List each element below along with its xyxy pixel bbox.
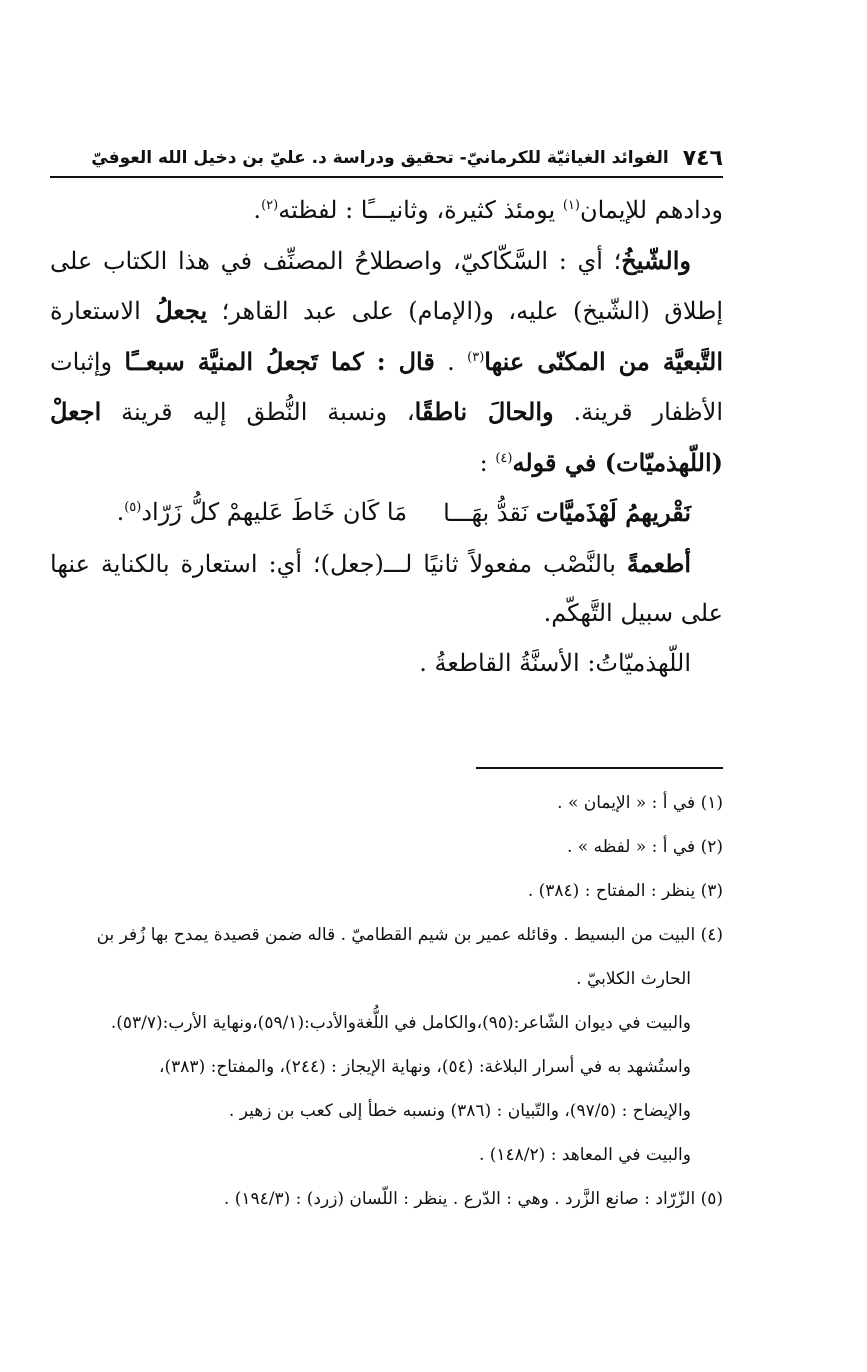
bold-term: والحالَ ناطقًا [414, 397, 554, 426]
text-span: مَا كَان خَاطَ عَليهمْ كلُّ زَرّاد [141, 498, 408, 526]
footnote-ref: (٤) [495, 450, 513, 466]
bold-term: قال : كما تَجعلُ المنيَّة سبعــًا [124, 346, 435, 376]
footnote-4-continued: واستُشهد به في أسرار البلاغة: (٥٤)، ونهاية الإيجاز : (٢٤٤)، والمفتاح: (٣٨٣)، [159, 1057, 691, 1077]
text-span: . [253, 196, 262, 224]
footnote-5: (٥) الزّرّاد : صانع الزَّرد . وهي : الدّرع . ينظر : اللّسان (زرد) : (١٩٤/٣) . [223, 1189, 723, 1209]
text-span: يومئذ كثيرة، وثانيـــًا : لفظته [278, 196, 563, 224]
footnote-4-continued: والإيضاح : (٩٧/٥)، والتّبيان : (٣٨٦) ونسبه خطأ إلى كعب بن زهير . [228, 1101, 691, 1121]
verse-first-hemistich [443, 488, 691, 539]
footnote-ref: (٢) [261, 198, 279, 213]
text-span: وإثبات الأظفار قرينة. [50, 347, 724, 426]
footnote-4: (٤) البيت من البسيط . وقائله عمير بن شيم القطاميّ . قاله ضمن قصيدة يمدح بها زُفر بن [96, 925, 723, 945]
text-span: الاستعارة [50, 297, 156, 325]
verse-second-hemistich [117, 488, 407, 539]
footnote-1: (١) في أ : « الإيمان » . [557, 793, 723, 813]
footnote-ref: (٥) [124, 500, 142, 515]
running-title: الفوائد الغياثيّة للكرمانيّ- تحقيق ودراسة د. عليّ بن دخيل الله العوفيّ [91, 148, 669, 168]
paragraph-4 [50, 639, 723, 689]
footnote-ref: (٣) [467, 349, 485, 365]
text-span: : [479, 448, 496, 477]
paragraph-3 [50, 539, 723, 639]
footnote-4-continued: والبيت في المعاهد : (١٤٨/٢) . [478, 1145, 691, 1165]
text-span: . [116, 498, 125, 526]
footnote-4-continued: والبيت في ديوان الشّاعر:(٩٥)،والكامل في اللُّغةوالأدب:(٥٩/١)،ونهاية الأرب:(٥٣/٧). [110, 1013, 691, 1033]
text-span: ؛ أي : السَّكّاكيّ، واصطلاحُ المصنِّف في هذا الكتاب على إطلاق (الشّيخ) عليه، و(الإمام) على عبد القاهر؛ [50, 246, 723, 325]
bold-term: نَقْريهمُ لَهْذَميَّات [535, 498, 691, 527]
main-text [50, 186, 723, 688]
bold-term: اجعلْ (اللّهذميّات) في قوله [50, 397, 723, 477]
paragraph-1 [50, 186, 723, 236]
paragraph-2 [50, 236, 723, 489]
footnote-separator [476, 767, 723, 769]
bold-term: أطعمةً [626, 548, 691, 578]
text-span: ، ونسبة النُّطق إليه قرينة [101, 398, 415, 426]
footnote-4-continued: الحارث الكلابيّ . [576, 969, 691, 989]
page-number: ٧٤٦ [682, 145, 723, 171]
bold-term: التَّبعيَّة من المكنّى عنها [484, 346, 723, 376]
page-header [50, 140, 723, 178]
bold-term: يجعلُ [155, 296, 208, 325]
text-span: بالنَّصْب مفعولاً ثانيًا لـــ(جعل)؛ أي: استعارة بالكناية عنها على سبيل التَّهكّم. [50, 549, 723, 627]
text-span: نَقدُّ بهَـــا [443, 499, 536, 527]
bold-term: والشّيخُ [621, 245, 691, 275]
footnotes [50, 781, 723, 1221]
text-span: . [434, 347, 468, 376]
text-span: اللّهذميّاتُ: الأسنَّةُ القاطعةُ . [419, 648, 691, 677]
text-span: ودادهم للإيمان [579, 196, 723, 224]
footnote-3: (٣) ينظر : المفتاح : (٣٨٤) . [527, 881, 723, 901]
poetry-verse [50, 488, 723, 539]
footnote-2: (٢) في أ : « لفظه » . [566, 837, 723, 857]
footnote-ref: (١) [562, 198, 580, 213]
